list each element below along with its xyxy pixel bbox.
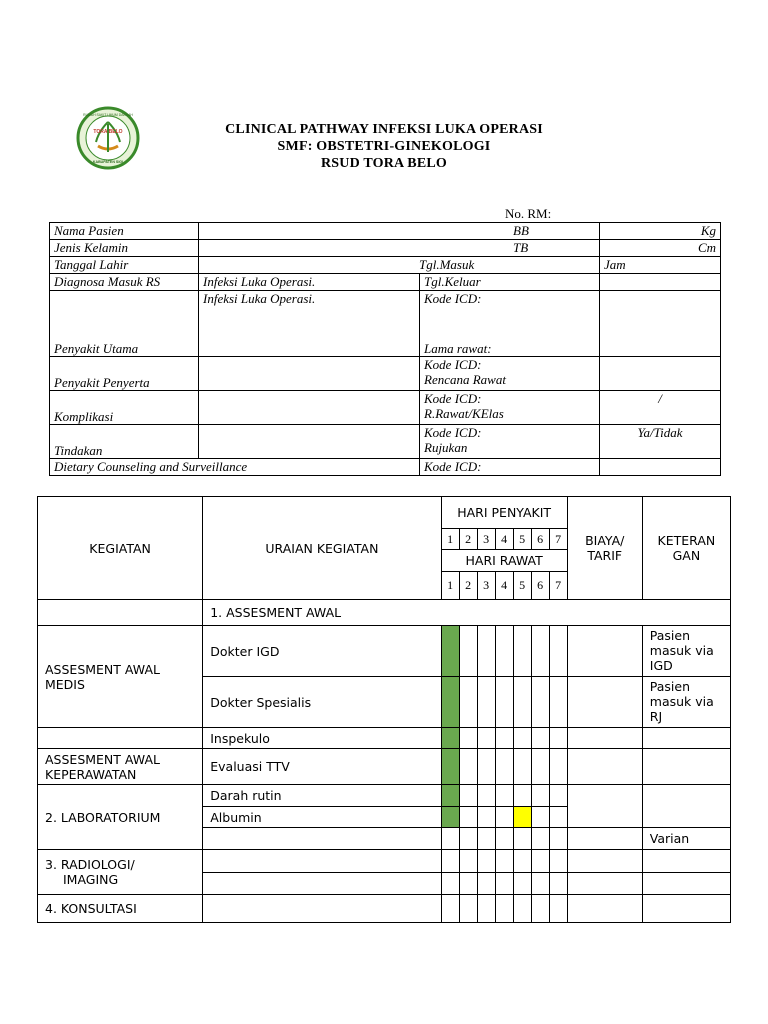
day-cell[interactable] [549,895,567,923]
field-rencana-rawat[interactable] [600,357,721,391]
uraian-inspekulo: Inspekulo [203,728,441,749]
day-cell[interactable] [477,807,495,828]
uraian-empty [203,895,441,923]
day-rawat: 3 [477,572,495,600]
keterangan-cell[interactable] [642,728,730,749]
field-jenis-kelamin[interactable] [199,240,600,257]
header-uraian: URAIAN KEGIATAN [203,497,441,600]
keterangan-cell[interactable] [642,850,730,873]
day-cell[interactable] [459,749,477,785]
label-nama-pasien: Nama Pasien [50,223,199,240]
day-cell[interactable] [549,850,567,873]
keterangan-cell[interactable] [642,895,730,923]
day-cell[interactable] [477,728,495,749]
field-penyakit-penyerta[interactable] [199,357,420,391]
field-jam[interactable] [600,257,721,274]
day-cell[interactable] [549,828,567,850]
day-cell[interactable] [495,749,513,785]
header-keterangan: KETERAN GAN [642,497,730,600]
day-cell-checked[interactable] [441,677,459,728]
uraian-dokter-spesialis: Dokter Spesialis [203,677,441,728]
label-jenis-kelamin: Jenis Kelamin [50,240,199,257]
day-cell[interactable] [495,785,513,807]
day-cell[interactable] [441,828,459,850]
day-rawat: 7 [549,572,567,600]
activity-table [37,496,731,923]
document-title: CLINICAL PATHWAY INFEKSI LUKA OPERASI [225,122,543,137]
day-cell[interactable] [531,850,549,873]
assesment-medis-label: ASSESMENT AWAL MEDIS [38,626,203,728]
field-tgl-keluar[interactable] [600,274,721,291]
label-dietary: Dietary Counseling and Surveillance [50,459,420,476]
hospital-name: RSUD TORA BELO [321,156,447,171]
day-cell[interactable] [459,895,477,923]
day-cell[interactable] [495,677,513,728]
day-cell[interactable] [495,873,513,895]
kode-icd-utama: Kode ICD: Lama rawat: [420,291,600,357]
uraian-evaluasi-ttv: Evaluasi TTV [203,749,441,785]
kegiatan-cell [38,728,203,749]
radiologi-line1: 3. RADIOLOGI/ [45,857,135,872]
day-cell[interactable] [495,728,513,749]
label-bb: BB [513,223,529,238]
day-cell[interactable] [477,828,495,850]
keterangan-cell[interactable] [642,785,730,828]
header-kegiatan: KEGIATAN [38,497,203,600]
day-cell[interactable] [459,626,477,677]
biaya-cell[interactable] [567,850,642,873]
day-penyakit: 7 [549,529,567,550]
uraian-empty [203,850,441,873]
field-rujukan[interactable]: Ya/Tidak [600,425,721,459]
radiologi-label [38,850,203,895]
label-penyakit-penyerta: Penyakit Penyerta [50,357,199,391]
day-cell[interactable] [513,785,531,807]
keterangan-cell[interactable] [642,749,730,785]
day-cell[interactable] [477,850,495,873]
day-cell[interactable] [531,749,549,785]
day-cell[interactable] [531,828,549,850]
field-bb[interactable] [600,223,721,240]
biaya-cell[interactable] [567,749,642,785]
day-rawat: 1 [441,572,459,600]
day-rawat: 6 [531,572,549,600]
uraian-empty [203,828,441,850]
day-cell[interactable] [477,677,495,728]
day-cell[interactable] [495,807,513,828]
field-nama-pasien[interactable] [199,223,600,240]
day-cell[interactable] [477,895,495,923]
field-tindakan[interactable] [199,425,420,459]
day-cell[interactable] [531,807,549,828]
day-cell[interactable] [495,850,513,873]
field-tanggal-lahir[interactable] [199,257,600,274]
day-cell[interactable] [513,850,531,873]
day-cell-checked[interactable] [441,728,459,749]
day-cell-checked[interactable] [441,626,459,677]
day-cell-checked[interactable] [441,785,459,807]
day-cell[interactable] [459,850,477,873]
day-cell[interactable] [477,785,495,807]
label-penyakit-utama: Penyakit Utama [50,291,199,357]
laboratorium-label: 2. LABORATORIUM [38,785,203,850]
field-r-rawat-kelas[interactable]: / [600,391,721,425]
biaya-cell[interactable] [567,728,642,749]
day-penyakit: 1 [441,529,459,550]
label-komplikasi: Komplikasi [50,391,199,425]
day-cell[interactable] [459,807,477,828]
uraian-empty [203,873,441,895]
day-cell[interactable] [477,749,495,785]
label-tindakan: Tindakan [50,425,199,459]
day-cell[interactable] [531,785,549,807]
day-cell[interactable] [495,626,513,677]
diagnosa-value: Infeksi Luka Operasi. [199,274,420,291]
day-cell[interactable] [531,677,549,728]
unit-cm: Cm [697,240,717,255]
day-cell[interactable] [459,828,477,850]
day-cell[interactable] [459,873,477,895]
day-cell[interactable] [513,728,531,749]
biaya-cell[interactable] [567,895,642,923]
svg-text:RUMAH SAKIT UMUM DAERAH: RUMAH SAKIT UMUM DAERAH [83,113,133,117]
day-cell[interactable] [477,873,495,895]
biaya-cell[interactable] [567,873,642,895]
day-cell[interactable] [513,873,531,895]
day-penyakit: 3 [477,529,495,550]
radiologi-line2: IMAGING [63,872,119,887]
day-cell[interactable] [531,895,549,923]
day-cell[interactable] [549,626,567,677]
biaya-cell[interactable] [567,677,642,728]
day-cell[interactable] [549,749,567,785]
label-jam: Jam [604,257,626,272]
label-lama-rawat: Lama rawat: [424,341,492,356]
day-cell[interactable] [513,677,531,728]
uraian-darah-rutin: Darah rutin [203,785,441,807]
konsultasi-label: 4. KONSULTASI [38,895,203,923]
day-cell[interactable] [459,677,477,728]
label-rujukan: Rujukan [424,440,468,455]
field-lama-rawat[interactable] [600,291,721,357]
day-penyakit: 4 [495,529,513,550]
keterangan-igd: Pasien masuk via IGD [642,626,730,677]
keterangan-cell[interactable] [642,873,730,895]
day-penyakit: 5 [513,529,531,550]
day-cell-checked[interactable] [441,807,459,828]
day-cell[interactable] [513,749,531,785]
label-tanggal-lahir: Tanggal Lahir [50,257,199,274]
field-komplikasi[interactable] [199,391,420,425]
day-cell[interactable] [549,785,567,807]
day-rawat: 2 [459,572,477,600]
day-cell[interactable] [531,728,549,749]
section-assesment-awal: 1. ASSESMENT AWAL [203,600,731,626]
day-cell[interactable] [549,873,567,895]
document-subtitle: SMF: OBSTETRI-GINEKOLOGI [277,139,491,154]
day-cell[interactable] [441,895,459,923]
kode-icd-tindakan: Kode ICD: Rujukan [420,425,600,459]
day-cell[interactable] [549,728,567,749]
field-tb[interactable] [600,240,721,257]
day-cell[interactable] [477,626,495,677]
day-cell[interactable] [441,873,459,895]
svg-text:TORA BELO: TORA BELO [93,129,123,135]
field-dietary[interactable] [600,459,721,476]
header-biaya: BIAYA/ TARIF [567,497,642,600]
header-hari-rawat: HARI RAWAT [441,550,567,572]
day-rawat: 4 [495,572,513,600]
day-cell-checked[interactable] [441,749,459,785]
day-cell-optional[interactable] [513,807,531,828]
svg-text:KABUPATEN SIGI: KABUPATEN SIGI [92,160,124,164]
day-cell[interactable] [513,895,531,923]
label-r-rawat-kelas: R.Rawat/KElas [424,406,504,421]
day-cell[interactable] [495,895,513,923]
day-cell[interactable] [495,828,513,850]
day-cell[interactable] [531,626,549,677]
day-cell[interactable] [513,626,531,677]
label-rencana-rawat: Rencana Rawat [424,372,506,387]
uraian-albumin: Albumin [203,807,441,828]
day-penyakit: 2 [459,529,477,550]
biaya-cell[interactable] [567,828,642,850]
keterangan-rj: Pasien masuk via RJ [642,677,730,728]
assesment-keperawatan-label: ASSESMENT AWAL KEPERAWATAN [38,749,203,785]
kode-icd-komplikasi: Kode ICD: R.Rawat/KElas [420,391,600,425]
section-cell [38,600,203,626]
label-tgl-masuk: Tgl.Masuk [419,257,475,272]
day-cell[interactable] [459,785,477,807]
day-cell[interactable] [549,807,567,828]
label-tb: TB [513,240,529,255]
kode-icd-dietary: Kode ICD: [420,459,600,476]
biaya-cell[interactable] [567,785,642,828]
label-diagnosa-masuk: Diagnosa Masuk RS [50,274,199,291]
unit-kg: Kg [700,223,717,238]
no-rm-label: No. RM: [505,206,552,221]
day-rawat: 5 [513,572,531,600]
keterangan-varian: Varian [642,828,730,850]
uraian-dokter-igd: Dokter IGD [203,626,441,677]
day-cell[interactable] [549,677,567,728]
day-cell[interactable] [459,728,477,749]
penyakit-utama-value: Infeksi Luka Operasi. [199,291,420,357]
day-cell[interactable] [513,828,531,850]
day-penyakit: 6 [531,529,549,550]
day-cell[interactable] [531,873,549,895]
patient-info-table [49,222,721,476]
kode-icd-penyerta: Kode ICD: Rencana Rawat [420,357,600,391]
label-tgl-keluar: Tgl.Keluar [420,274,600,291]
header-hari-penyakit: HARI PENYAKIT [441,497,567,529]
day-cell[interactable] [441,850,459,873]
biaya-cell[interactable] [567,626,642,677]
